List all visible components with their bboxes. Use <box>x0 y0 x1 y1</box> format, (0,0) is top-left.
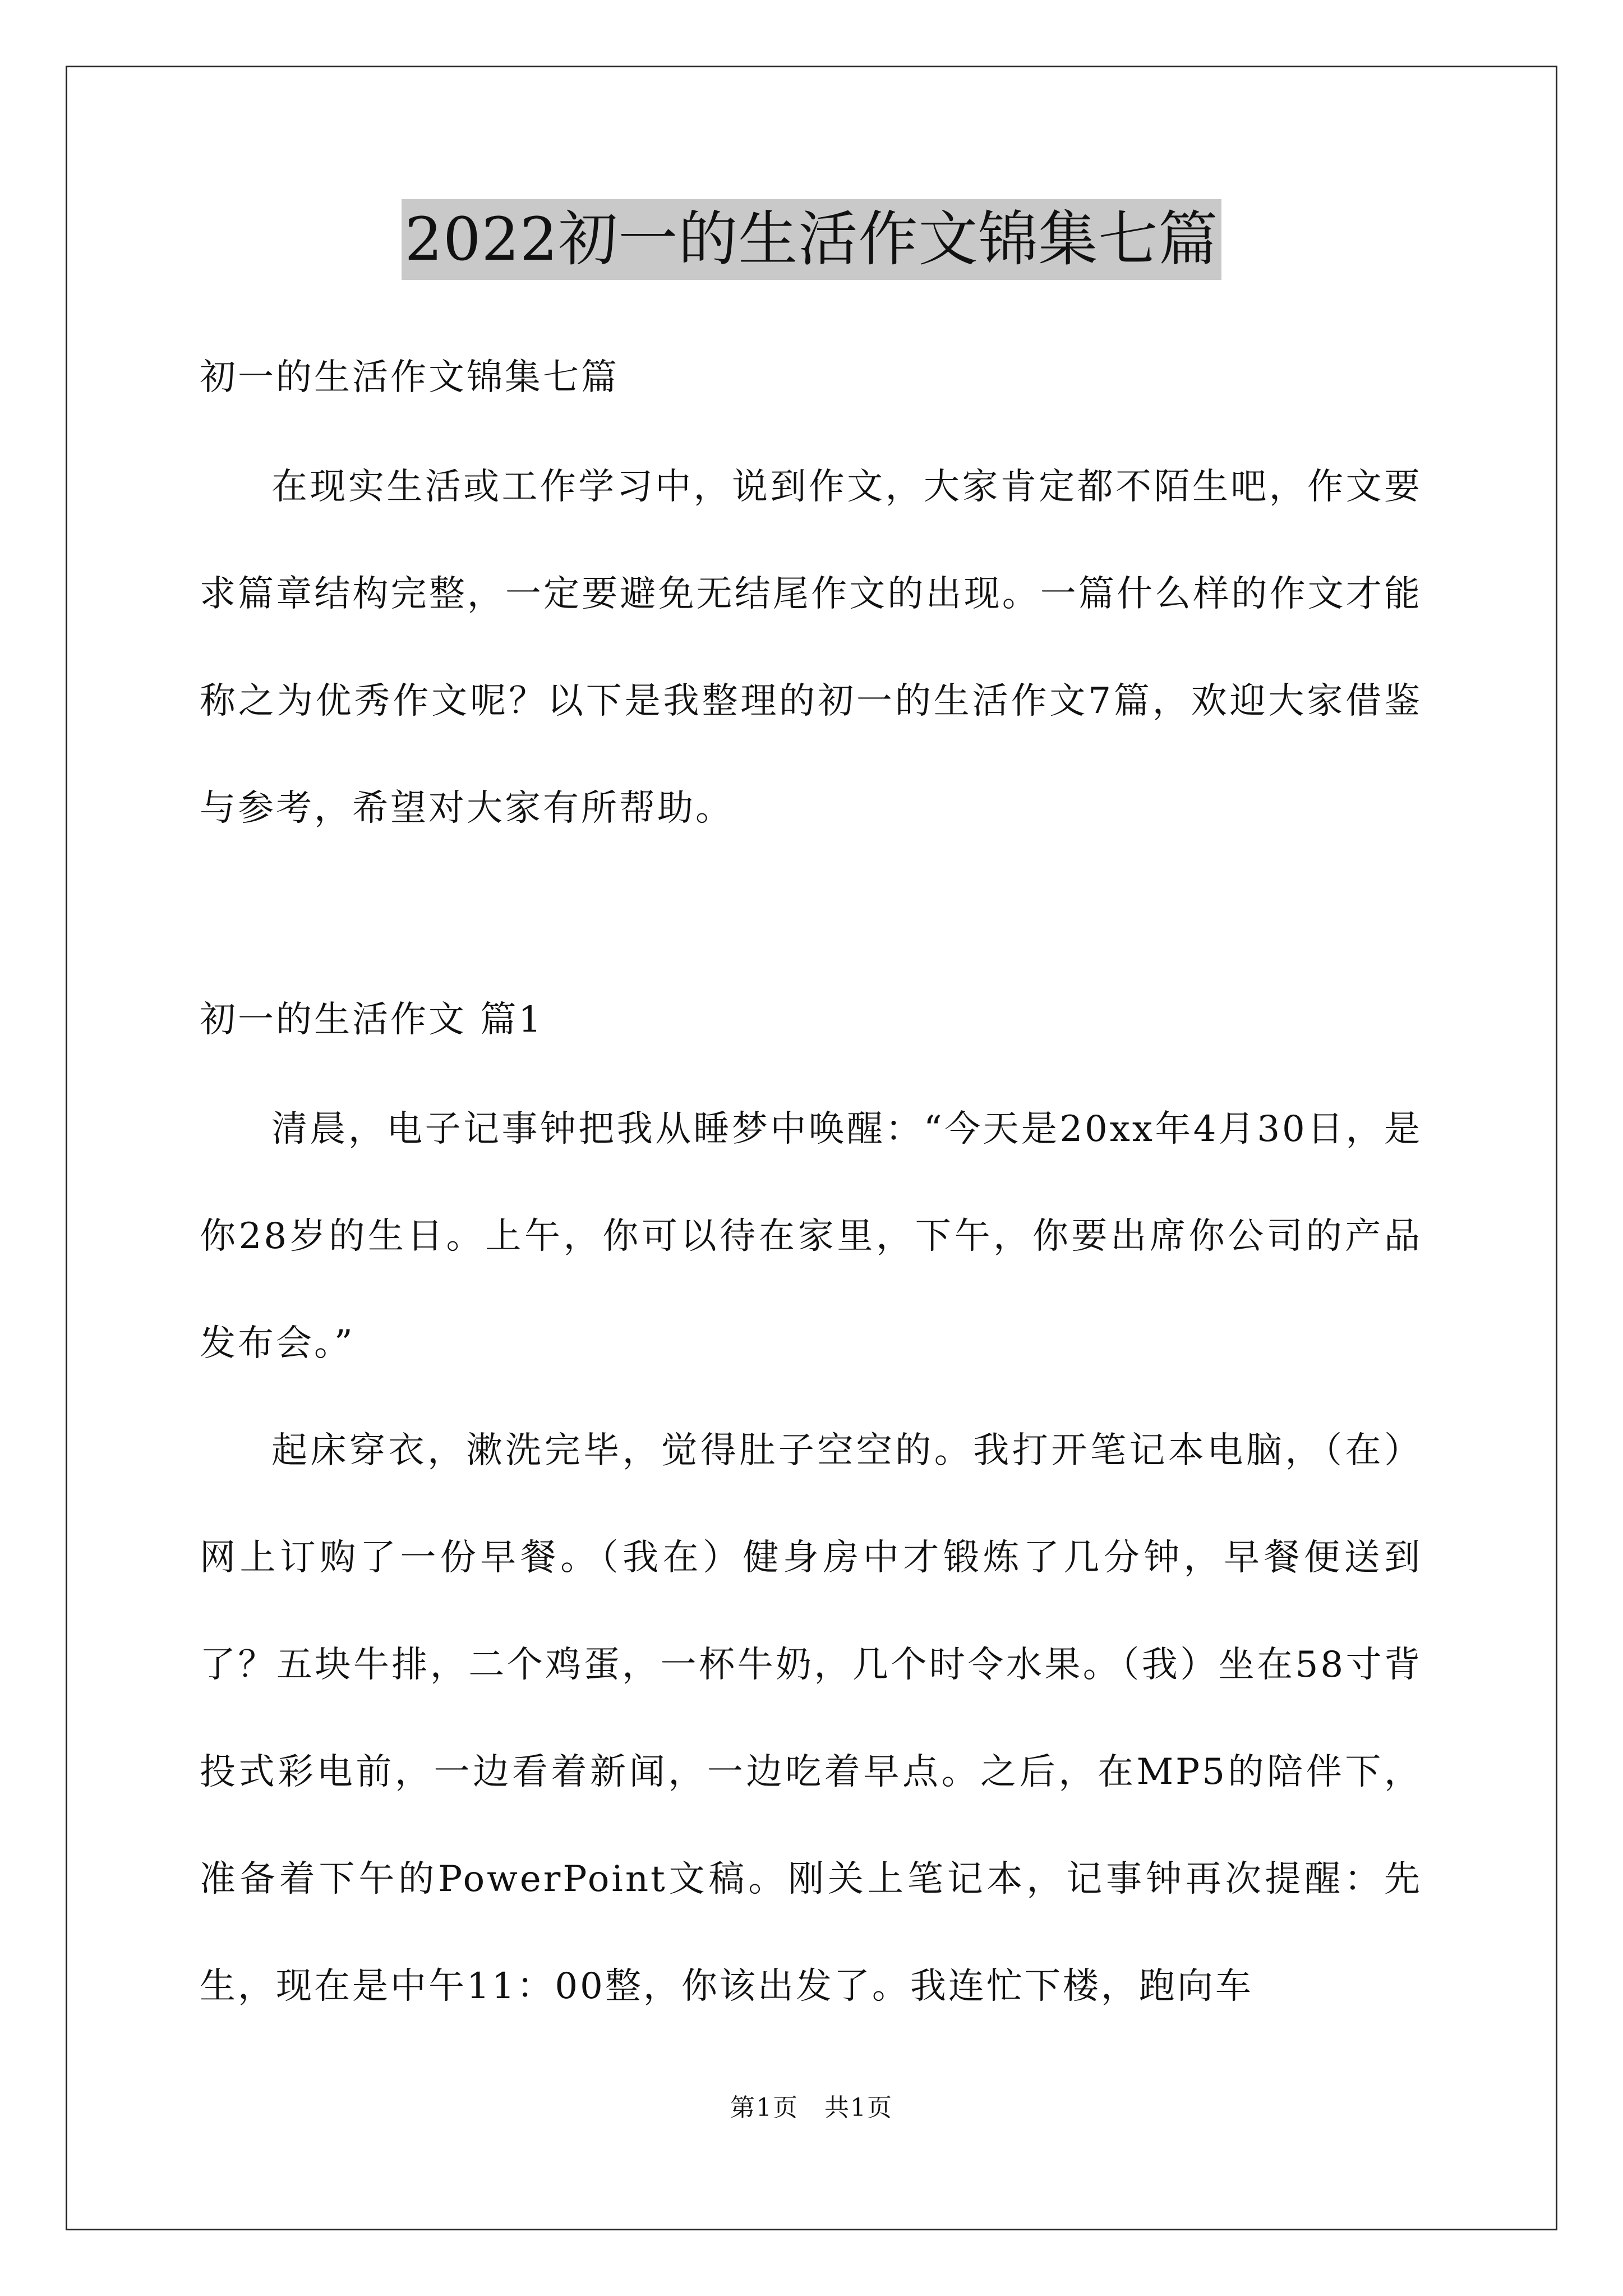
intro-section <box>200 434 1422 862</box>
page-footer: 第1页 共1页 <box>730 2093 893 2122</box>
section-heading: 初一的生活作文 篇1 <box>200 999 544 1041</box>
section-paragraph: 起床穿衣，漱洗完毕，觉得肚子空空的。我打开笔记本电脑，（在）网上订购了一份早餐。（我在）健身房中才锻炼了几分钟，早餐便送到了？五块牛排，二个鸡蛋，一杯牛奶，几个时令水果。（我）坐在58寸背投式彩电前，一边看着新闻，一边吃着早点。之后，在MP5的陪伴下，准备着下午的PowerPoint文稿。刚关上笔记本，记事钟再次提醒：先生，现在是中午11：00整，你该出发了。我连忙下楼，跑向车 <box>200 1430 1422 2007</box>
section-body <box>200 1076 1422 2040</box>
title-container <box>0 199 1623 280</box>
document-title: 2022初一的生活作文锦集七篇 <box>402 199 1222 280</box>
intro-paragraph: 在现实生活或工作学习中，说到作文，大家肯定都不陌生吧，作文要求篇章结构完整，一定要避免无结尾作文的出现。一篇什么样的作文才能称之为优秀作文呢？以下是我整理的初一的生活作文7篇，欢迎大家借鉴与参考，希望对大家有所帮助。 <box>200 466 1422 829</box>
document-subtitle: 初一的生活作文锦集七篇 <box>200 357 619 398</box>
section-paragraph: 清晨，电子记事钟把我从睡梦中唤醒：“今天是20xx年4月30日，是你28岁的生日。上午，你可以待在家里，下午，你要出席你公司的产品发布会。” <box>200 1108 1422 1364</box>
